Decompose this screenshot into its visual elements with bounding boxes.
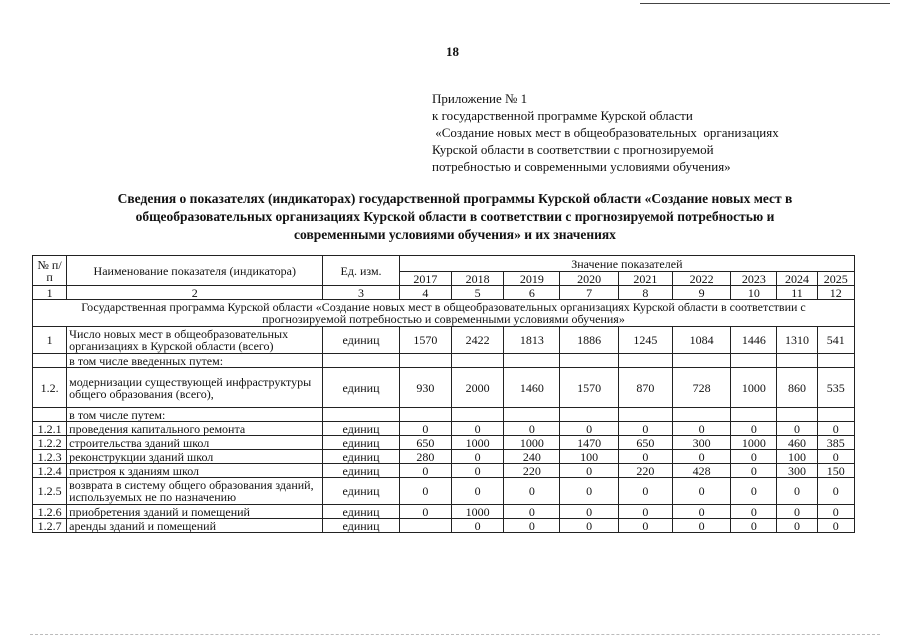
row-value: 0 <box>399 422 451 436</box>
row-num-empty <box>33 408 67 422</box>
row-value: 0 <box>504 505 560 519</box>
row-value: 1470 <box>560 436 618 450</box>
row-value: 0 <box>817 450 854 464</box>
section-title-row <box>33 300 855 327</box>
header-year: 2021 <box>618 272 672 286</box>
header-year: 2024 <box>777 272 817 286</box>
row-unit: единиц <box>323 422 399 436</box>
row-value-empty <box>817 408 854 422</box>
row-value: 870 <box>618 368 672 408</box>
row-value-empty <box>451 408 503 422</box>
header-values-group: Значение показателей <box>399 256 854 272</box>
column-number: 7 <box>560 286 618 300</box>
table-row <box>33 327 855 354</box>
document-title-line: Сведения о показателях (индикаторах) государственной программы Курской области «Создание новых мест в <box>117 191 793 206</box>
row-value: 0 <box>560 519 618 533</box>
appendix-block <box>432 90 872 175</box>
column-number: 4 <box>399 286 451 300</box>
row-value: 0 <box>731 505 777 519</box>
row-num-empty <box>33 354 67 368</box>
row-value: 1000 <box>731 368 777 408</box>
row-value <box>399 519 451 533</box>
row-value-empty <box>560 354 618 368</box>
row-value: 280 <box>399 450 451 464</box>
row-num: 1.2. <box>33 368 67 408</box>
row-value: 0 <box>618 450 672 464</box>
row-value: 650 <box>618 436 672 450</box>
row-value: 1084 <box>672 327 730 354</box>
row-value: 0 <box>504 422 560 436</box>
row-value: 100 <box>560 450 618 464</box>
column-number: 8 <box>618 286 672 300</box>
row-label: в том числе путем: <box>67 408 323 422</box>
row-value: 0 <box>777 519 817 533</box>
top-scan-line <box>640 3 890 4</box>
row-value: 150 <box>817 464 854 478</box>
appendix-line: Курской области в соответствии с прогнозируемой <box>432 142 714 157</box>
row-value: 428 <box>672 464 730 478</box>
row-unit: единиц <box>323 464 399 478</box>
row-name: возврата в систему общего образования зданий, используемых не по назначению <box>67 478 323 505</box>
row-value: 728 <box>672 368 730 408</box>
row-value: 0 <box>618 505 672 519</box>
row-value-empty <box>672 408 730 422</box>
row-unit: единиц <box>323 327 399 354</box>
table-row <box>33 464 855 478</box>
column-number: 5 <box>451 286 503 300</box>
row-value: 0 <box>451 422 503 436</box>
row-value: 860 <box>777 368 817 408</box>
row-value: 0 <box>731 422 777 436</box>
row-value: 0 <box>672 519 730 533</box>
row-value: 2000 <box>451 368 503 408</box>
row-value: 535 <box>817 368 854 408</box>
row-num: 1.2.3 <box>33 450 67 464</box>
column-number: 12 <box>817 286 854 300</box>
appendix-title: Приложение № 1 <box>432 91 528 106</box>
header-year: 2020 <box>560 272 618 286</box>
row-value: 650 <box>399 436 451 450</box>
header-num: № п/п <box>33 256 67 286</box>
row-value: 0 <box>451 450 503 464</box>
document-title-line: общеобразовательных организациях Курской области в соответствии с прогнозируемой потребностью и <box>135 209 775 224</box>
row-num: 1 <box>33 327 67 354</box>
row-value: 0 <box>399 505 451 519</box>
row-unit: единиц <box>323 478 399 505</box>
row-value: 0 <box>451 519 503 533</box>
header-year: 2025 <box>817 272 854 286</box>
column-number: 6 <box>504 286 560 300</box>
column-number: 2 <box>67 286 323 300</box>
row-value: 930 <box>399 368 451 408</box>
row-value-empty <box>817 354 854 368</box>
table-row <box>33 436 855 450</box>
column-number: 11 <box>777 286 817 300</box>
column-number: 10 <box>731 286 777 300</box>
row-value: 1000 <box>451 436 503 450</box>
row-value: 1000 <box>451 505 503 519</box>
row-value-empty <box>731 354 777 368</box>
row-value: 300 <box>777 464 817 478</box>
row-value: 0 <box>399 478 451 505</box>
table-row <box>33 408 855 422</box>
row-value: 0 <box>777 422 817 436</box>
row-name: аренды зданий и помещений <box>67 519 323 533</box>
row-value-empty <box>504 354 560 368</box>
table-row <box>33 519 855 533</box>
row-value: 0 <box>451 478 503 505</box>
row-value: 0 <box>731 464 777 478</box>
row-value: 1570 <box>560 368 618 408</box>
header-year: 2022 <box>672 272 730 286</box>
page-number: 18 <box>446 44 459 59</box>
row-value-empty <box>672 354 730 368</box>
row-value-empty <box>731 408 777 422</box>
row-value: 1245 <box>618 327 672 354</box>
row-value: 0 <box>817 478 854 505</box>
row-name: проведения капитального ремонта <box>67 422 323 436</box>
row-value: 1446 <box>731 327 777 354</box>
table-row <box>33 422 855 436</box>
row-value-empty <box>618 408 672 422</box>
row-value: 0 <box>672 505 730 519</box>
row-name: строительства зданий школ <box>67 436 323 450</box>
row-value: 0 <box>451 464 503 478</box>
bottom-scan-line <box>30 634 880 635</box>
header-year: 2018 <box>451 272 503 286</box>
row-value: 1310 <box>777 327 817 354</box>
document-title-line: современными условиями обучения» и их значениях <box>294 227 616 242</box>
row-value: 0 <box>399 464 451 478</box>
row-value: 0 <box>731 450 777 464</box>
row-value: 2422 <box>451 327 503 354</box>
table-row <box>33 505 855 519</box>
row-name: пристроя к зданиям школ <box>67 464 323 478</box>
row-value: 300 <box>672 436 730 450</box>
row-name: модернизации существующей инфраструктуры общего образования (всего), <box>67 368 323 408</box>
row-name: реконструкции зданий школ <box>67 450 323 464</box>
row-unit: единиц <box>323 450 399 464</box>
row-value-empty <box>777 354 817 368</box>
row-value: 0 <box>817 422 854 436</box>
row-value: 0 <box>777 478 817 505</box>
row-value-empty <box>777 408 817 422</box>
row-value: 1886 <box>560 327 618 354</box>
row-value: 0 <box>618 519 672 533</box>
row-value: 240 <box>504 450 560 464</box>
row-value: 0 <box>560 422 618 436</box>
column-numbers-row <box>33 286 855 300</box>
row-value: 0 <box>504 478 560 505</box>
appendix-line: «Создание новых мест в общеобразовательных организациях <box>432 125 779 140</box>
appendix-line: к государственной программе Курской области <box>432 108 693 123</box>
row-unit: единиц <box>323 368 399 408</box>
row-value: 0 <box>672 450 730 464</box>
column-number: 1 <box>33 286 67 300</box>
row-value: 1570 <box>399 327 451 354</box>
row-name: Число новых мест в общеобразовательных организациях в Курской области (всего) <box>67 327 323 354</box>
row-value: 0 <box>560 478 618 505</box>
appendix-line: потребностью и современными условиями обучения» <box>432 159 731 174</box>
row-num: 1.2.1 <box>33 422 67 436</box>
row-value-empty <box>618 354 672 368</box>
table-row <box>33 450 855 464</box>
row-unit: единиц <box>323 436 399 450</box>
row-value-empty <box>504 408 560 422</box>
row-label: в том числе введенных путем: <box>67 354 323 368</box>
row-num: 1.2.4 <box>33 464 67 478</box>
row-value: 0 <box>731 519 777 533</box>
row-value: 1460 <box>504 368 560 408</box>
header-year: 2019 <box>504 272 560 286</box>
row-value-empty <box>399 408 451 422</box>
section-title: Государственная программа Курской области «Создание новых мест в общеобразовательных организациях Курской области в соответствии с прогнозируемой потребностью и современными условиями обучения» <box>33 300 855 327</box>
column-number: 9 <box>672 286 730 300</box>
row-value: 0 <box>817 519 854 533</box>
indicators-table <box>32 255 855 533</box>
table-row <box>33 354 855 368</box>
row-num: 1.2.7 <box>33 519 67 533</box>
row-value: 0 <box>618 422 672 436</box>
row-name: приобретения зданий и помещений <box>67 505 323 519</box>
row-unit: единиц <box>323 519 399 533</box>
header-year: 2023 <box>731 272 777 286</box>
row-value: 220 <box>618 464 672 478</box>
row-value: 0 <box>560 464 618 478</box>
row-value: 1813 <box>504 327 560 354</box>
row-unit-empty <box>323 354 399 368</box>
column-number: 3 <box>323 286 399 300</box>
row-value: 0 <box>560 505 618 519</box>
row-value-empty <box>399 354 451 368</box>
row-value: 0 <box>817 505 854 519</box>
row-value: 220 <box>504 464 560 478</box>
row-value: 1000 <box>731 436 777 450</box>
table-row <box>33 478 855 505</box>
row-value: 0 <box>504 519 560 533</box>
row-value-empty <box>451 354 503 368</box>
row-value: 0 <box>777 505 817 519</box>
row-num: 1.2.2 <box>33 436 67 450</box>
row-num: 1.2.6 <box>33 505 67 519</box>
row-num: 1.2.5 <box>33 478 67 505</box>
row-value-empty <box>560 408 618 422</box>
row-unit-empty <box>323 408 399 422</box>
table-row <box>33 368 855 408</box>
header-row <box>33 256 855 272</box>
row-value: 0 <box>672 478 730 505</box>
row-value: 460 <box>777 436 817 450</box>
document-title <box>60 190 850 244</box>
row-value: 0 <box>618 478 672 505</box>
row-value: 541 <box>817 327 854 354</box>
row-value: 0 <box>731 478 777 505</box>
row-value: 0 <box>672 422 730 436</box>
header-name: Наименование показателя (индикатора) <box>67 256 323 286</box>
row-value: 1000 <box>504 436 560 450</box>
row-value: 100 <box>777 450 817 464</box>
header-year: 2017 <box>399 272 451 286</box>
row-unit: единиц <box>323 505 399 519</box>
header-unit: Ед. изм. <box>323 256 399 286</box>
row-value: 385 <box>817 436 854 450</box>
